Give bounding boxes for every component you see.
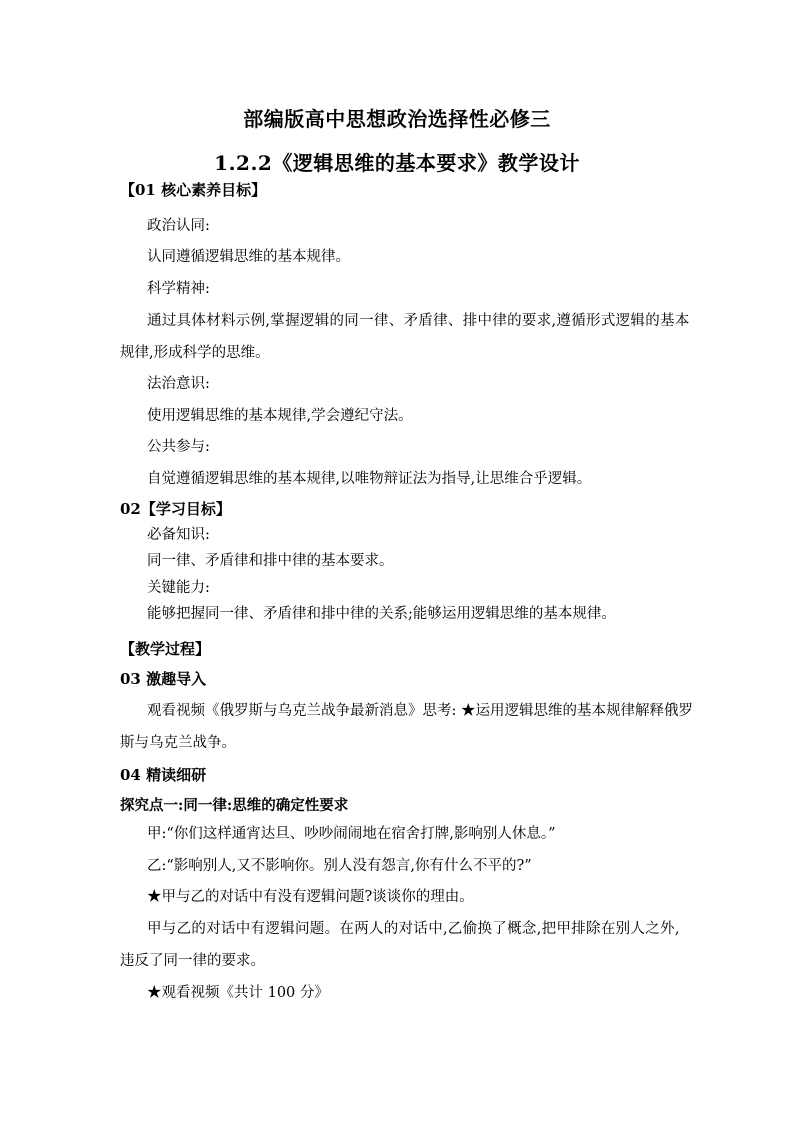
- section-02-item-required-knowledge: 必备知识:: [147, 527, 210, 543]
- section-01-item-rule-of-law-text: 使用逻辑思维的基本规律,学会遵纪守法。: [147, 408, 413, 424]
- explore-point-1-heading: 探究点一:同一律:思维的确定性要求: [120, 797, 349, 814]
- section-01-item-political-identity-text: 认同遵循逻辑思维的基本规律。: [147, 249, 350, 265]
- section-02-item-key-ability-text: 能够把握同一律、矛盾律和排中律的关系;能够运用逻辑思维的基本规律。: [147, 606, 616, 622]
- section-01-item-political-identity: 政治认同:: [147, 218, 210, 234]
- teaching-process-heading: 【教学过程】: [120, 640, 211, 658]
- video-line: ★观看视频《共计 100 分》: [147, 985, 329, 1001]
- section-03-heading: 03 激趣导入: [120, 670, 207, 688]
- dialog-line-a: 甲:“你们这样通宵达旦、吵吵闹闹地在宿舍打牌,影响别人休息。”: [147, 826, 556, 842]
- answer-line1: 甲与乙的对话中有逻辑问题。在两人的对话中,乙偷换了概念,把甲排除在别人之外,: [147, 921, 680, 937]
- section-03-text-line2: 斯与乌克兰战争。: [120, 735, 236, 751]
- document-title-line1: 部编版高中思想政治选择性必修三: [243, 107, 551, 131]
- dialog-line-b: 乙:“影响别人,又不影响你。别人没有怨言,你有什么不平的?”: [147, 858, 532, 874]
- section-01-item-rule-of-law: 法治意识:: [147, 376, 210, 392]
- section-01-item-scientific-spirit: 科学精神:: [147, 281, 210, 297]
- section-01-heading: 【01 核心素养目标】: [120, 181, 267, 199]
- section-03-text-line1: 观看视频《俄罗斯与乌克兰战争最新消息》思考: ★运用逻辑思维的基本规律解释俄罗: [147, 703, 693, 719]
- question-line: ★甲与乙的对话中有没有逻辑问题?谈谈你的理由。: [147, 889, 474, 905]
- section-01-item-scientific-spirit-text-cont: 规律,形成科学的思维。: [120, 345, 270, 361]
- section-01-item-scientific-spirit-text: 通过具体材料示例,掌握逻辑的同一律、矛盾律、排中律的要求,遵循形式逻辑的基本: [147, 313, 690, 329]
- document-title-line2: 1.2.2《逻辑思维的基本要求》教学设计: [214, 151, 580, 175]
- section-01-item-public-participation: 公共参与:: [147, 439, 210, 455]
- section-02-item-required-knowledge-text: 同一律、矛盾律和排中律的基本要求。: [147, 553, 394, 569]
- section-04-heading: 04 精读细研: [120, 766, 207, 784]
- answer-line2: 违反了同一律的要求。: [120, 953, 265, 969]
- section-01-item-public-participation-text: 自觉遵循逻辑思维的基本规律,以唯物辩证法为指导,让思维合乎逻辑。: [147, 471, 592, 487]
- section-02-item-key-ability: 关键能力:: [147, 580, 210, 596]
- section-02-heading: 02【学习目标】: [120, 500, 231, 518]
